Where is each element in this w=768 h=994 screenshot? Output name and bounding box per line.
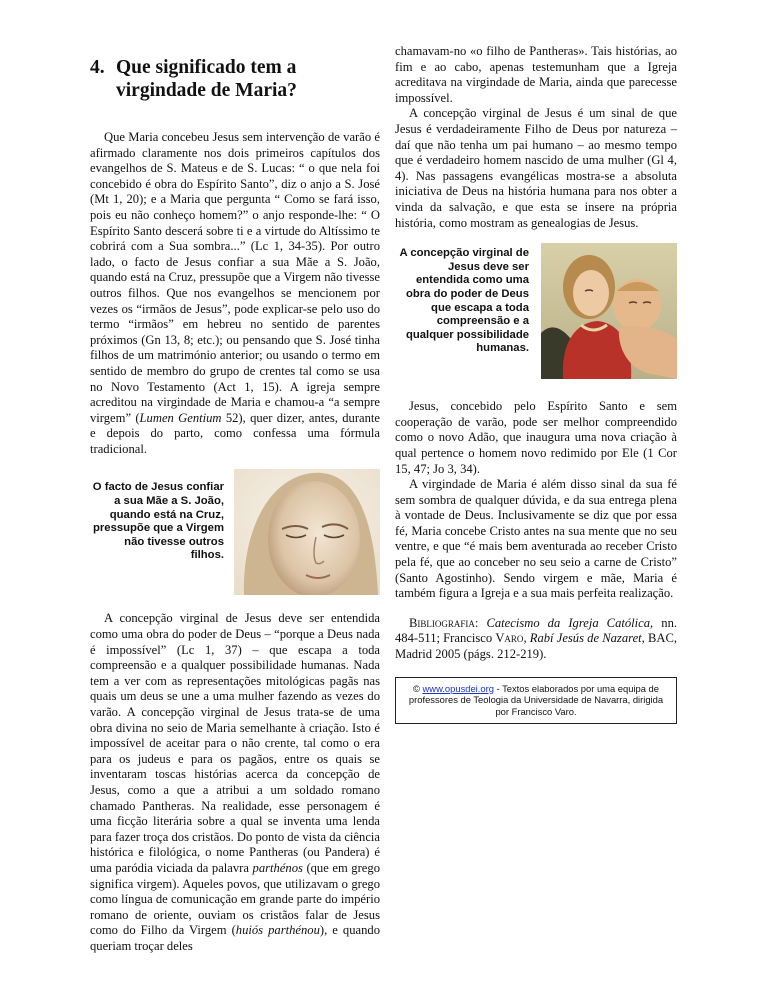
figure-caption: A concepção virginal de Jesus deve ser entendida como uma obra do poder de Deus que escapa a toda compreensão e a qualquer possibilidade humanas. [399, 247, 529, 355]
bibliography-author: Varo [495, 631, 524, 646]
paragraph-text: Que Maria concebeu Jesus sem intervenção de varão é afirmado claramente nos dois primeiros capítulos dos evangelhos de S. Mateus e de S. Lucas: “ o que nela foi concebido é obra do Espírito Santo”, diz o anjo a S. José (Mt 1, 20); e a Maria que pergunta “ Como se fará isso, pois eu não conheço homem?” o anjo responde-lhe: “ O Espírito Santo descerá sobre ti e a virtude do Altíssimo te cobrirá com a Sua sombra...” (Lc 1, 34-35). Por outro lado, o facto de Jesus confiar a sua Mãe a S. João, quando está na Cruz, pressupõe que a Virgem não tivesse outros filhos. Que nos evangelhos se mencionem por vezes os “irmãos de Jesus”, pode explicar-se pelo uso do termo “irmãos” em hebreu no sentido de parentes próximos (Gn 13, 8; etc.); ou pensando que S. José tinha filhos de um matrimónio anterior; ou usando o termo em sentido de membro do grupo de crentes tal como se usa no Novo Testamento (Act 1, 15). A igreja sempre acreditou na virgindade de Maria e chamou-a “a sempre virgem” ( [90, 130, 380, 425]
bibliography-title: Rabí Jesús de Nazaret [529, 631, 642, 646]
paragraph-text: ), e quando queriam troçar deles [90, 923, 380, 953]
paragraph-text: A concepção virginal de Jesus deve ser entendida como uma obra do poder de Deus – “porque a Deus nada é impossível” (Lc 1, 37) – que escapa a toda compreensão e a qualquer possibilidade humanas. Nada tem a ver com as representações mitológicas pagãs nas quais um deus se une a uma mulher fazendo as vezes do varão. A concepção virginal de Jesus trata-se de uma obra divina no seio de Maria semelhante à criação. Isto é impossível de aceitar para o não crente, tal como o era para os judeus e para os pagãos, entre os quais se inventaram toscas histórias acerca da concepção de Jesus, como a que a atribui a um soldado romano chamado Pantheras. Na realidade, esse personagem é uma ficção literária sobre a qual se inventa uma lenda para fazer troça dos cristãos. Do ponto de vista da ciência histórica e filológica, o nome Pantheras (ou Pandera) é uma paródia viciada da palavra [90, 611, 380, 875]
paragraph: A concepção virginal de Jesus é um sinal de que Jesus é verdadeiramente Filho de Deus por natureza – daí que não tenha um pai humano – ao mesmo tempo que é verdadeiro homem nascido de uma mulher (Gl 4, 4). Nas passagens evangélicas mostra-se a absoluta iniciativa de Deus na história humana para nos obter a vinda da salvação, e que esta se insere na própria história, como mostram as genealogias de Jesus. [395, 106, 677, 230]
madonna-child-image [541, 243, 677, 379]
paragraph-text: 52), quer dizer, antes, durante e depois do parto, como confessa uma fórmula tradicional. [90, 410, 380, 456]
figure-madonna-face [90, 469, 380, 595]
paragraph [90, 611, 380, 954]
italic-text: Lumen Gentium [139, 410, 222, 425]
paragraph [90, 130, 380, 457]
bibliography-text: nn. 484-511; Francisco [395, 615, 678, 646]
credit-box [395, 677, 677, 725]
madonna-face-image [234, 469, 380, 595]
opusdei-link[interactable]: www.opusdei.org [422, 682, 494, 694]
section-title: Que significado tem a virgindade de Maria? [116, 57, 297, 101]
copyright-symbol: © [413, 682, 420, 694]
bibliography [395, 616, 677, 663]
section-heading [90, 56, 380, 102]
right-column [395, 44, 677, 724]
section-number: 4. [90, 57, 105, 78]
figure-madonna-child [395, 243, 677, 385]
paragraph: Jesus, concebido pelo Espírito Santo e sem cooperação de varão, pode ser melhor compreendido como o novo Adão, que inaugura uma nova criação à qual pertence o homem novo redimido por Ele (1 Cor 15, 47; Jo 3, 34). [395, 399, 677, 476]
paragraph: chamavam-no «o filho de Pantheras». Tais histórias, ao fim e ao cabo, apenas testemunham que a Igreja acreditava na virgindade de Maria, ainda que parecesse impossível. [395, 44, 677, 105]
bibliography-title: Catecismo da Igreja Católica, [486, 615, 654, 630]
bibliography-text: , [523, 631, 530, 646]
credit-text: - Textos elaborados por uma equipa de professores de Teologia da Universidade de Navarra, dirigida por Francisco Varo. [408, 682, 664, 717]
figure-caption: O facto de Jesus confiar a sua Mãe a S. João, quando está na Cruz, pressupõe que a Virgem não tivesse outros filhos. [92, 481, 224, 562]
paragraph: A virgindade de Maria é além disso sinal da sua fé sem sombra de qualquer dúvida, e da sua entrega plena à vontade de Deus. Inclusivamente se diz que por essa fé, Maria concebe Cristo antes na sua mente que no seu ventre, e que “é mais bem aventurada ao receber Cristo pela fé, que ao conceber no seu seio a carne de Cristo” (Santo Agostinho). Sendo virgem e mãe, Maria é também figura a Igreja e a sua mais perfeita realização. [395, 477, 677, 601]
bibliography-label: Bibliografia: [409, 615, 479, 630]
paragraph-text: (que em grego significa virgem). Aqueles povos, que utilizavam o grego como língua de comunicação em grande parte do império romano de oriente, ouviam os cristãos falar de Jesus como do Filho da Virgem ( [90, 860, 380, 938]
bibliography-text: , BAC, Madrid 2005 (págs. 212-219). [395, 631, 678, 662]
left-column [90, 56, 380, 955]
italic-text: huiós parthénou [235, 923, 320, 938]
italic-text: parthénos [252, 860, 303, 875]
